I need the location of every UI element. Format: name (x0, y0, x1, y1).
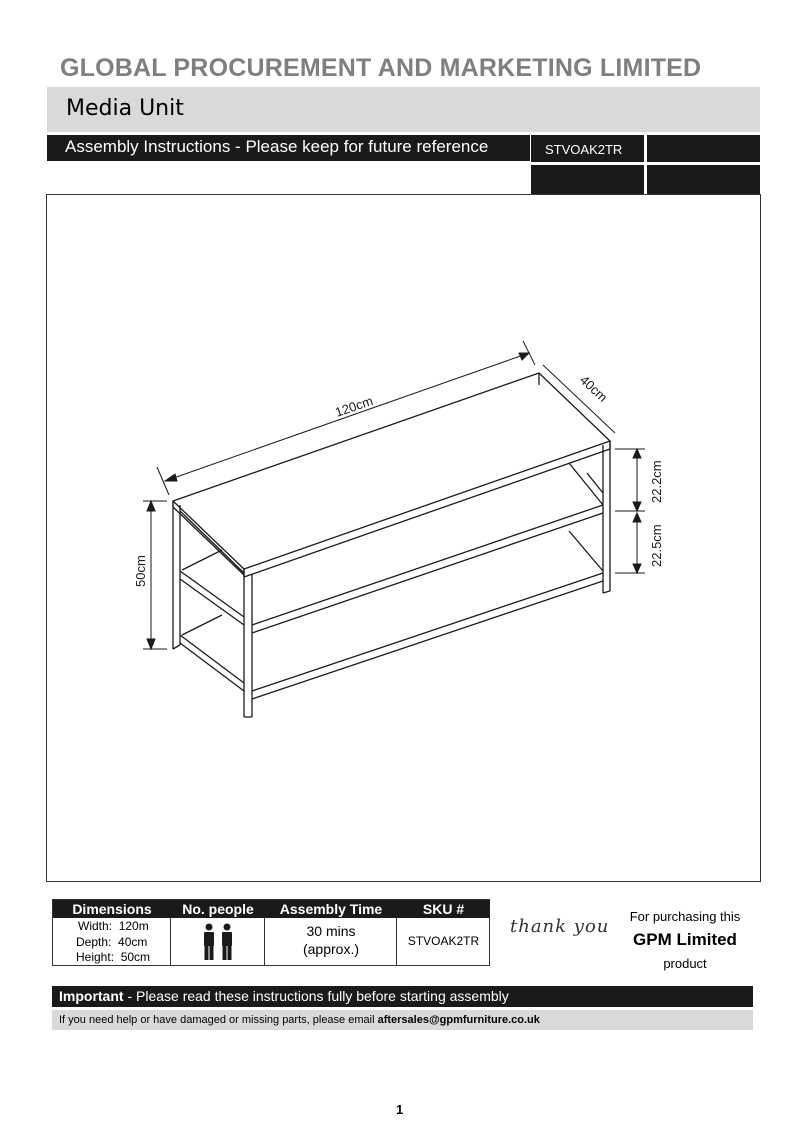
width-row (78, 919, 149, 933)
arrow (147, 639, 155, 649)
time-header: Assembly Time (265, 900, 397, 918)
left-side-rails (173, 507, 244, 575)
thank-you-script: thank you (510, 916, 610, 937)
dimensions-header: Dimensions (53, 900, 171, 918)
top-gap-label: 22.2cm (649, 460, 664, 503)
back-left-leg (173, 501, 180, 649)
page-number: 1 (396, 1102, 404, 1117)
arrow (165, 474, 177, 481)
height-label: Height: (76, 950, 115, 964)
dimension-lines (143, 341, 645, 649)
blank-code-box (531, 165, 644, 194)
length-label: 120cm (333, 392, 375, 420)
diagram-frame (46, 194, 761, 882)
arrow (633, 513, 641, 522)
sku-value: STVOAK2TR (407, 934, 480, 948)
purchase-note (620, 909, 750, 971)
height-row (76, 950, 150, 964)
depth-label: 40cm (576, 372, 611, 405)
people-cell (171, 918, 265, 966)
width-value: 120m (118, 919, 149, 933)
arrow (633, 449, 641, 458)
bottom-gap-label: 22.5cm (649, 524, 664, 567)
sku-cell (397, 918, 490, 966)
sku-header: SKU # (397, 900, 490, 918)
important-bar (52, 986, 753, 1007)
help-text: If you need help or have damaged or missing parts, please email (59, 1014, 378, 1026)
length-dim-line (165, 353, 529, 481)
important-label: Important (59, 988, 124, 1004)
arrow (633, 564, 641, 573)
blank-code-box (647, 165, 760, 194)
arrow (519, 353, 529, 360)
blank-code-box (647, 135, 760, 162)
brand-name: GPM Limited (633, 930, 737, 949)
dimensions-cell (53, 918, 171, 966)
height-label: 50cm (133, 555, 148, 587)
top-edge (244, 441, 610, 577)
furniture-frame (173, 373, 610, 717)
aftersales-email[interactable]: aftersales@gpmfurniture.co.uk (377, 1014, 540, 1026)
specs-table (52, 899, 490, 966)
product-title-bar (47, 87, 760, 132)
people-header: No. people (171, 900, 265, 918)
time-cell (265, 918, 397, 966)
depth-value: 40cm (118, 935, 148, 949)
depth-label: Depth: (76, 935, 112, 949)
product-title: Media Unit (66, 96, 184, 121)
time-value: 30 mins (306, 923, 356, 939)
two-person-icon (171, 918, 265, 966)
product-code: STVOAK2TR (545, 142, 623, 157)
height-value: 50cm (120, 950, 151, 964)
width-label: Width: (78, 919, 113, 933)
front-left-leg (244, 569, 252, 717)
purchase-line1: For purchasing this (629, 909, 741, 924)
arrow (633, 502, 641, 511)
depth-row (76, 935, 147, 949)
purchase-line3: product (663, 956, 707, 971)
front-right-leg (603, 441, 610, 593)
important-text: - Please read these instructions fully before starting assembly (123, 988, 509, 1004)
time-approx: (approx.) (302, 941, 360, 957)
instructions-label: Assembly Instructions - Please keep for future reference (65, 137, 489, 156)
help-bar (52, 1010, 753, 1030)
top-surface (173, 373, 610, 569)
media-unit-diagram (47, 195, 762, 883)
arrow (147, 501, 155, 511)
instructions-bar (47, 135, 530, 161)
company-name: GLOBAL PROCUREMENT AND MARKETING LIMITED (60, 54, 702, 82)
product-code-box (531, 135, 644, 162)
